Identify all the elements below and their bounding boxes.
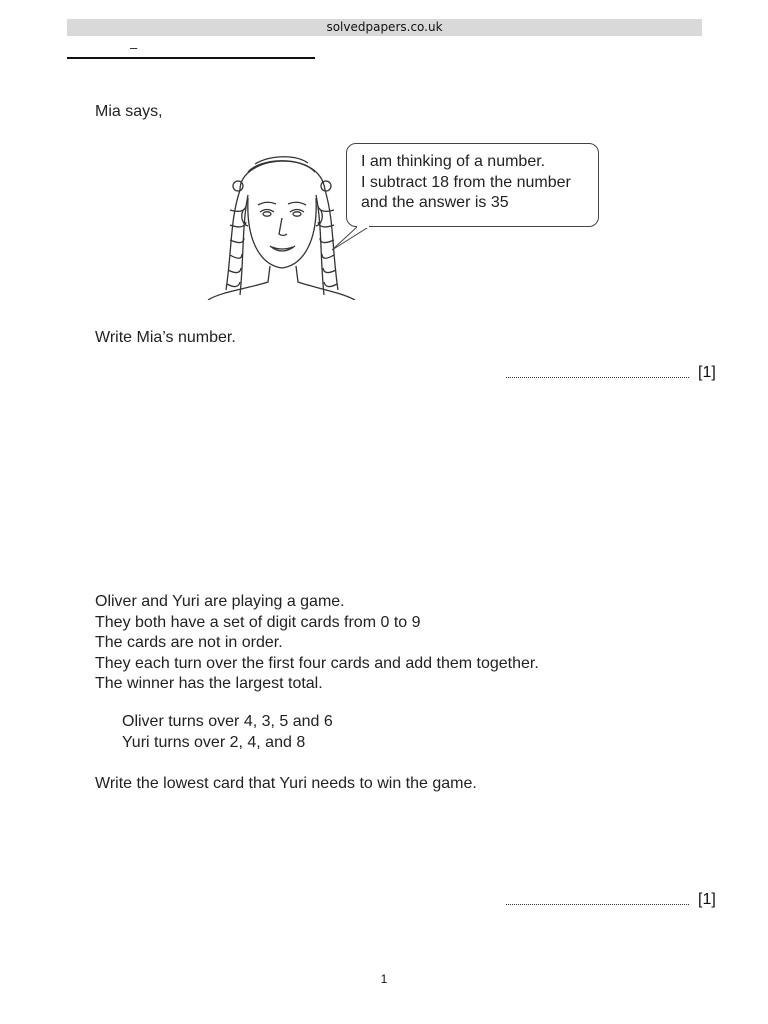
- q1-answer-line[interactable]: [500, 364, 730, 386]
- q2-text: [95, 592, 539, 695]
- answer-dotted-line[interactable]: [506, 377, 689, 378]
- answer-dotted-line[interactable]: [506, 904, 689, 905]
- q2-line: Oliver and Yuri are playing a game.: [95, 593, 345, 610]
- speech-line: and the answer is 35: [361, 194, 509, 211]
- q2-marks: [1]: [698, 891, 716, 908]
- q1-prompt: Write Mia’s number.: [95, 329, 236, 346]
- header-dash: –: [130, 40, 138, 55]
- speech-line: I subtract 18 from the number: [361, 173, 571, 191]
- speech-line: I am thinking of a number.: [361, 153, 546, 170]
- q2-line: They both have a set of digit cards from 0 to 9: [95, 613, 421, 631]
- q2-line: The cards are not in order.: [95, 634, 283, 651]
- q1-marks: [1]: [698, 364, 716, 381]
- page-number: 1: [380, 972, 388, 986]
- q1-intro: Mia says,: [95, 103, 163, 120]
- speech-bubble-tail: [330, 218, 370, 252]
- speech-bubble-text: [361, 152, 571, 214]
- q2-answer-line[interactable]: [500, 891, 730, 913]
- q2-card-line: Yuri turns over 2, 4, and 8: [122, 733, 306, 751]
- q2-line: They each turn over the first four cards and add them together.: [95, 654, 539, 672]
- q2-cards: [122, 712, 333, 753]
- site-header-bar: [67, 19, 702, 36]
- site-name: solvedpapers.co.uk: [326, 20, 443, 34]
- q2-prompt: Write the lowest card that Yuri needs to win the game.: [95, 775, 477, 792]
- q2-line: The winner has the largest total.: [95, 675, 323, 692]
- header-rule: [67, 57, 315, 59]
- q2-card-line: Oliver turns over 4, 3, 5 and 6: [122, 713, 333, 730]
